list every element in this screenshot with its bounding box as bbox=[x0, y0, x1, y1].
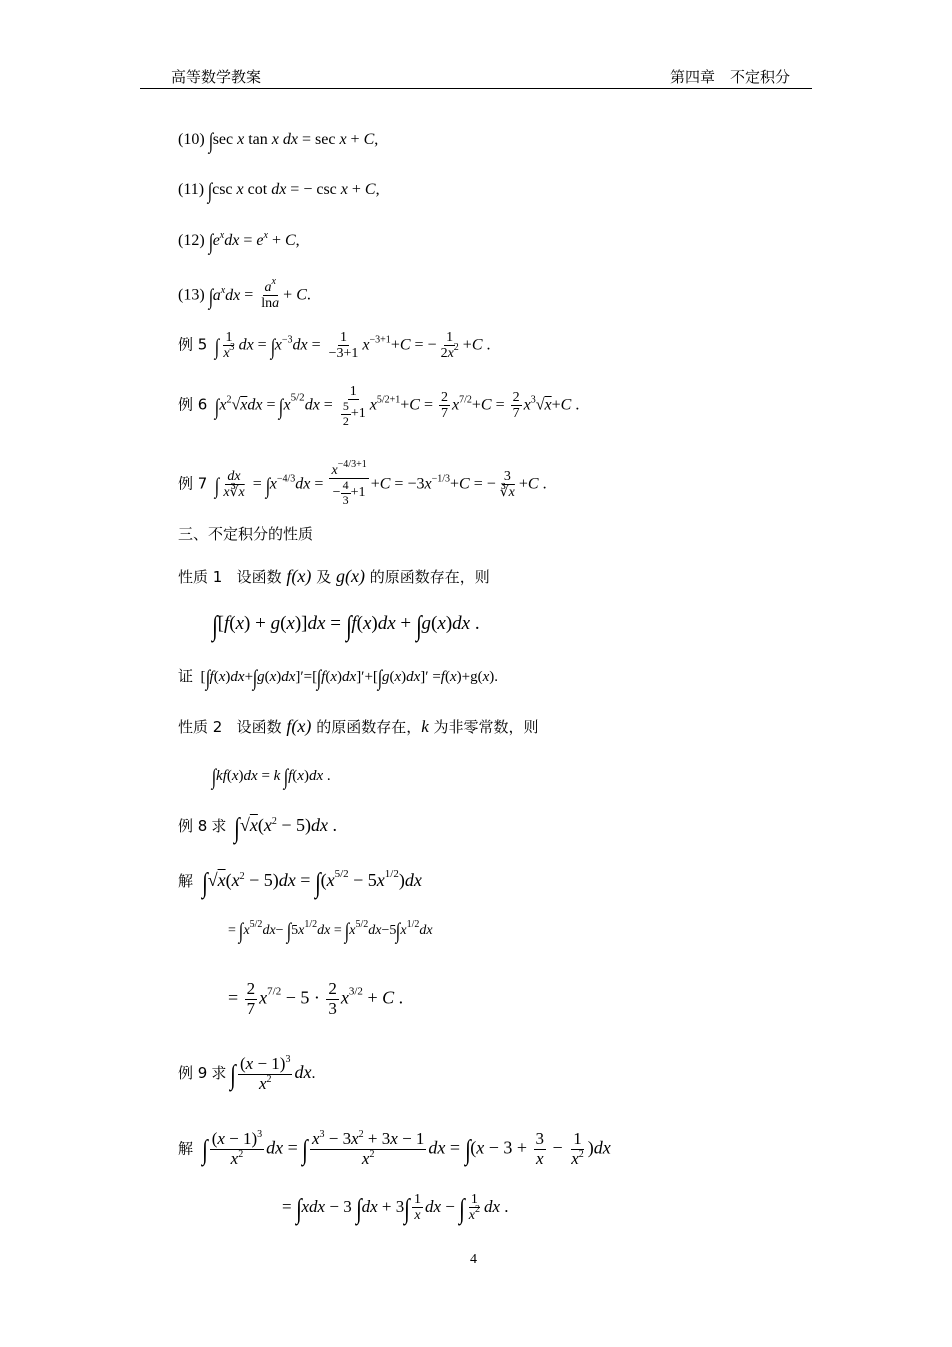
formula-12-label: (12) bbox=[178, 232, 205, 249]
example-7: 例 7 ∫ $\frac{dx}{x∛\overline{x}}$ = $\int x^{-4/3}dx$ = $x^{-4/3+1}$ − $\frac{4}{3}$ +1 $+C = -3x^{-1/3}+C$ = − $\frac{3}{∛\overline{x}}$ +C . bbox=[178, 459, 547, 507]
property-1: 性质 1 设函数 f(x) 及 g(x) 的原函数存在，则 bbox=[178, 566, 490, 586]
proof-label: 证 bbox=[178, 667, 194, 685]
example-6-label: 例 6 bbox=[178, 395, 208, 414]
solution-8-line-3: = $\frac{2}{7}$ $x^{7/2} - 5$ · $\frac{2}{3}$ $x^{3/2} + C$ . bbox=[228, 979, 404, 1018]
example-8: 例 8 求 $\int√x(x^2 - 5)dx$ . bbox=[178, 813, 338, 844]
formula-13-label: (13) bbox=[178, 286, 205, 304]
property-1-formula: ∫[f(x) + g(x)]dx = ∫f(x)dx + ∫g(x)dx . bbox=[211, 611, 480, 642]
solution-9-label: 解 bbox=[178, 1139, 194, 1158]
example-5: 例 5 ∫ $\frac{1}{x^3}$ dx = $\int x^{-3}dx$ = $\frac{1}{-3+1}$ $x^{-3+1}+C$ = − $\frac{1}{2x^2}$ +C . bbox=[178, 330, 491, 362]
formula-11-label: (11) bbox=[178, 181, 205, 198]
solution-8-line-2: = $\int x^{5/2}dx- \int 5x^{1/2}dx = \int x^{5/2}dx-5\int x^{1/2}dx$ bbox=[228, 918, 433, 943]
page-number: 4 bbox=[470, 1252, 477, 1267]
formula-11: (11) ∫csc x cot dx = − csc x + C, bbox=[178, 178, 380, 203]
example-5-label: 例 5 bbox=[178, 335, 208, 354]
solution-9-line-1: 解 ∫ $\frac{(x - 1)^3}{x^2}$ dx = ∫ $\frac{x^3 - 3x^2 + 3x - 1}{x^2}$ dx = ∫(x − 3 + $\frac{3}{x}$ − $\frac{1}{x^2}$ )dx bbox=[178, 1129, 611, 1168]
header-rule bbox=[140, 88, 812, 89]
example-9-label: 例 9 bbox=[178, 1063, 208, 1082]
example-9: 例 9 求 ∫ $\frac{(x - 1)^3}{x^2}$ dx. bbox=[178, 1054, 316, 1093]
section-title-properties: 三、不定积分的性质 bbox=[178, 525, 314, 543]
formula-12: (12) $\int e^xdx = e^x + C$, bbox=[178, 229, 300, 254]
solution-8-label: 解 bbox=[178, 872, 194, 890]
header-right-chapter: 第四章 不定积分 bbox=[670, 68, 791, 86]
solution-9-line-2: = ∫xdx − 3 ∫dx + 3∫ $\frac{1}{x}$ dx − ∫ $\frac{1}{x^2}$ dx . bbox=[282, 1192, 509, 1225]
header-left-title: 高等数学教案 bbox=[171, 68, 262, 86]
formula-10-label: (10) bbox=[178, 131, 205, 148]
formula-10: (10) ∫sec x tan x dx = sec x + C, bbox=[178, 128, 379, 153]
proof-line: 证 [∫f(x)dx+∫g(x)dx]′=[∫f(x)dx]′+[∫g(x)dx]′ =f(x)+g(x). bbox=[178, 665, 499, 690]
property-2-label: 性质 2 bbox=[178, 718, 223, 736]
property-2: 性质 2 设函数 f(x) 的原函数存在，k 为非零常数，则 bbox=[178, 716, 539, 736]
example-6: 例 6 $\int x^2√xdx = \int x^{5/2}dx$ = 1 $\frac{5}{2}$ +1 $x^{5/2+1}+C$ = $\frac{2}{7}$ $x^{7/2}+C$ = $\frac{2}{7}$ $x^3√x+C$ . bbox=[178, 384, 580, 428]
example-8-label: 例 8 bbox=[178, 817, 208, 835]
solution-8-line-1: 解 $\int√x(x^2 - 5)dx = \int(x^{5/2} - 5x^{1/2})dx$ bbox=[178, 868, 422, 899]
property-2-formula: ∫kf(x)dx = k ∫f(x)dx . bbox=[211, 764, 331, 789]
example-7-label: 例 7 bbox=[178, 474, 208, 493]
formula-13: (13) $\int a^xdx$ = $\frac{a^x}{\ln a}$ + C. bbox=[178, 276, 311, 312]
property-1-label: 性质 1 bbox=[178, 568, 223, 586]
